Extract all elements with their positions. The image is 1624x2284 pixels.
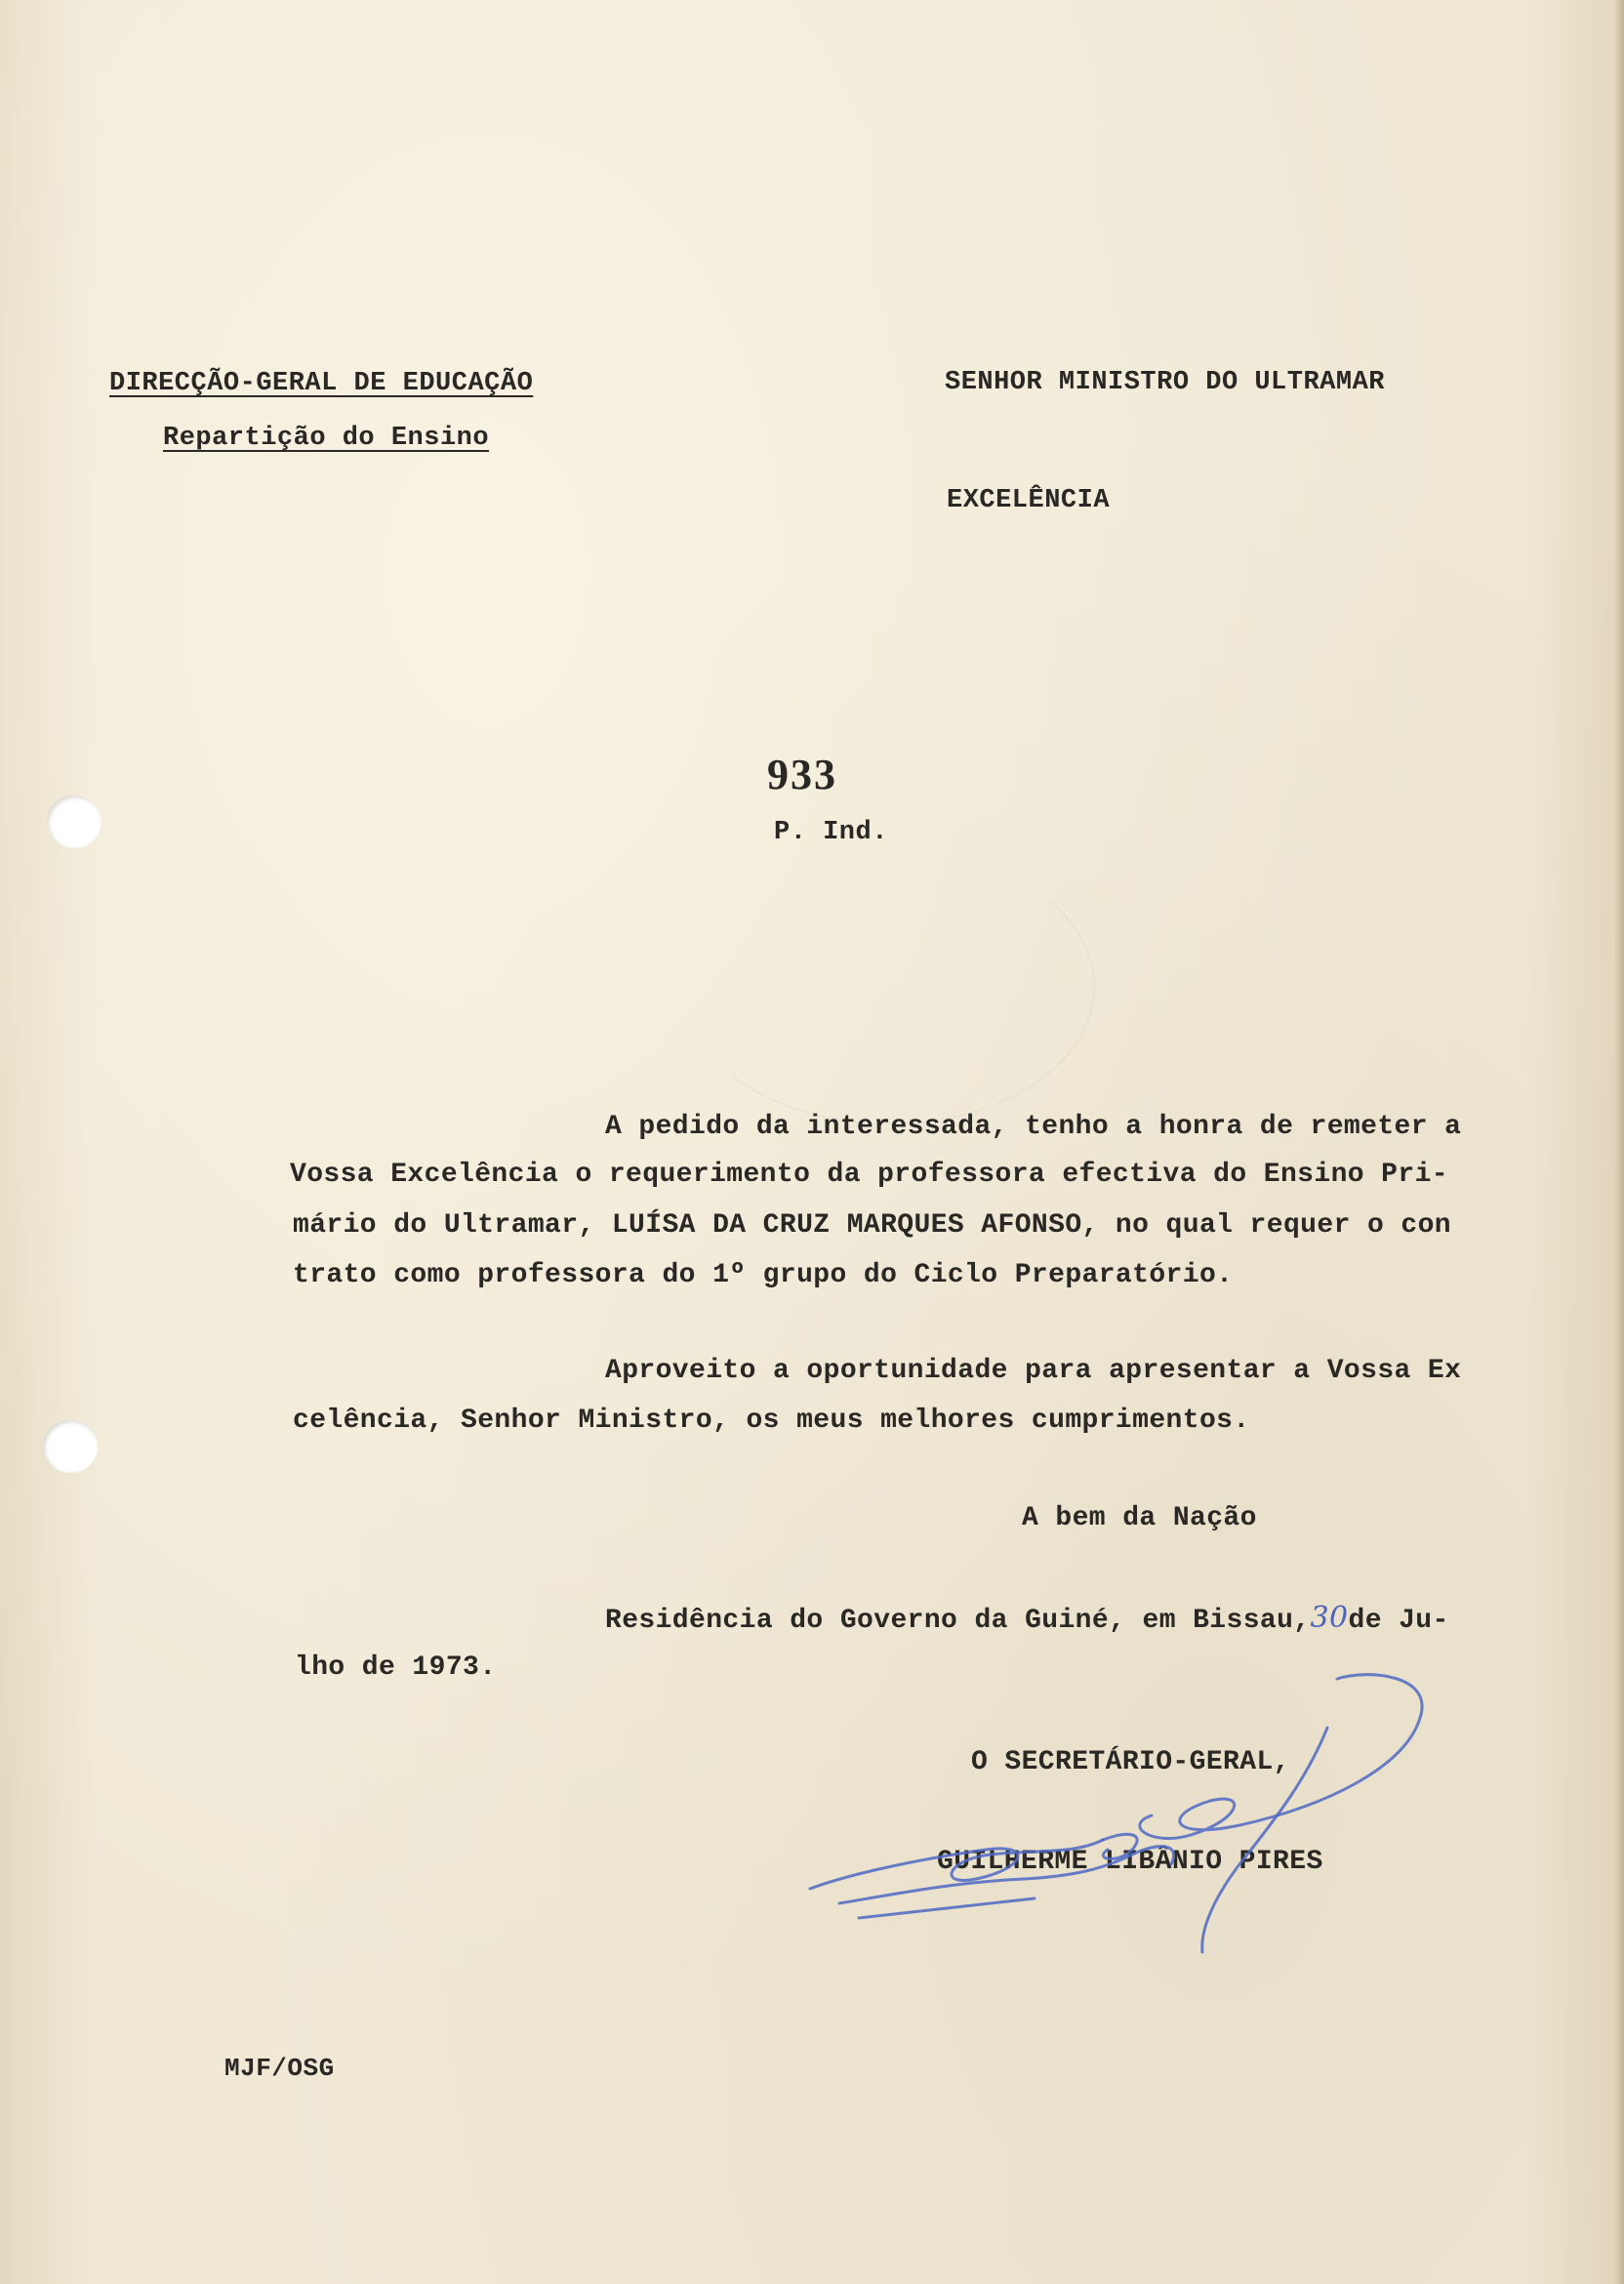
addressee-salutation: EXCELÊNCIA [947, 486, 1111, 515]
punch-hole-lower [43, 1420, 98, 1473]
dateline-month-start: de Ju- [1348, 1606, 1449, 1636]
dateline-line1 [605, 1601, 1449, 1636]
section-heading: Repartição do Ensino [163, 424, 490, 453]
reference-code: P. Ind. [774, 818, 888, 847]
signatory-name: GUILHERME LIBÂNIO PIRES [937, 1847, 1323, 1877]
dateline-place: Residência do Governo da Guiné, em Bissau, [605, 1606, 1311, 1636]
dateline-line2: lho de 1973. [295, 1652, 497, 1683]
addressee-title: SENHOR MINISTRO DO ULTRAMAR [945, 368, 1385, 397]
signatory-role: O SECRETÁRIO-GERAL, [971, 1747, 1290, 1777]
paper-edge-shadow [1614, 0, 1624, 2284]
closing-formula: A bem da Nação [1022, 1503, 1257, 1533]
punch-hole-upper [47, 795, 102, 848]
paper-crease [683, 849, 1095, 1124]
department-heading: DIRECÇÃO-GERAL DE EDUCAÇÃO [109, 369, 534, 398]
body-paragraph1-line3: mário do Ultramar, LUÍSA DA CRUZ MARQUES AFONSO, no qual requer o con [293, 1210, 1451, 1241]
typist-initials: MJF/OSG [224, 2054, 335, 2083]
body-paragraph1-line1: A pedido da interessada, tenho a honra de remeter a [605, 1112, 1462, 1142]
body-paragraph2-line2: celência, Senhor Ministro, os meus melhores cumprimentos. [293, 1406, 1250, 1436]
body-paragraph1-line4: trato como professora do 1º grupo do Ciclo Preparatório. [293, 1260, 1234, 1290]
reference-number: 933 [767, 751, 837, 798]
body-paragraph2-line1: Aproveito a oportunidade para apresentar a Vossa Ex [605, 1356, 1462, 1386]
handwritten-day: 30 [1310, 1601, 1349, 1635]
handwritten-signature [781, 1659, 1483, 1972]
body-paragraph1-line2: Vossa Excelência o requerimento da professora efectiva do Ensino Pri- [290, 1160, 1448, 1190]
